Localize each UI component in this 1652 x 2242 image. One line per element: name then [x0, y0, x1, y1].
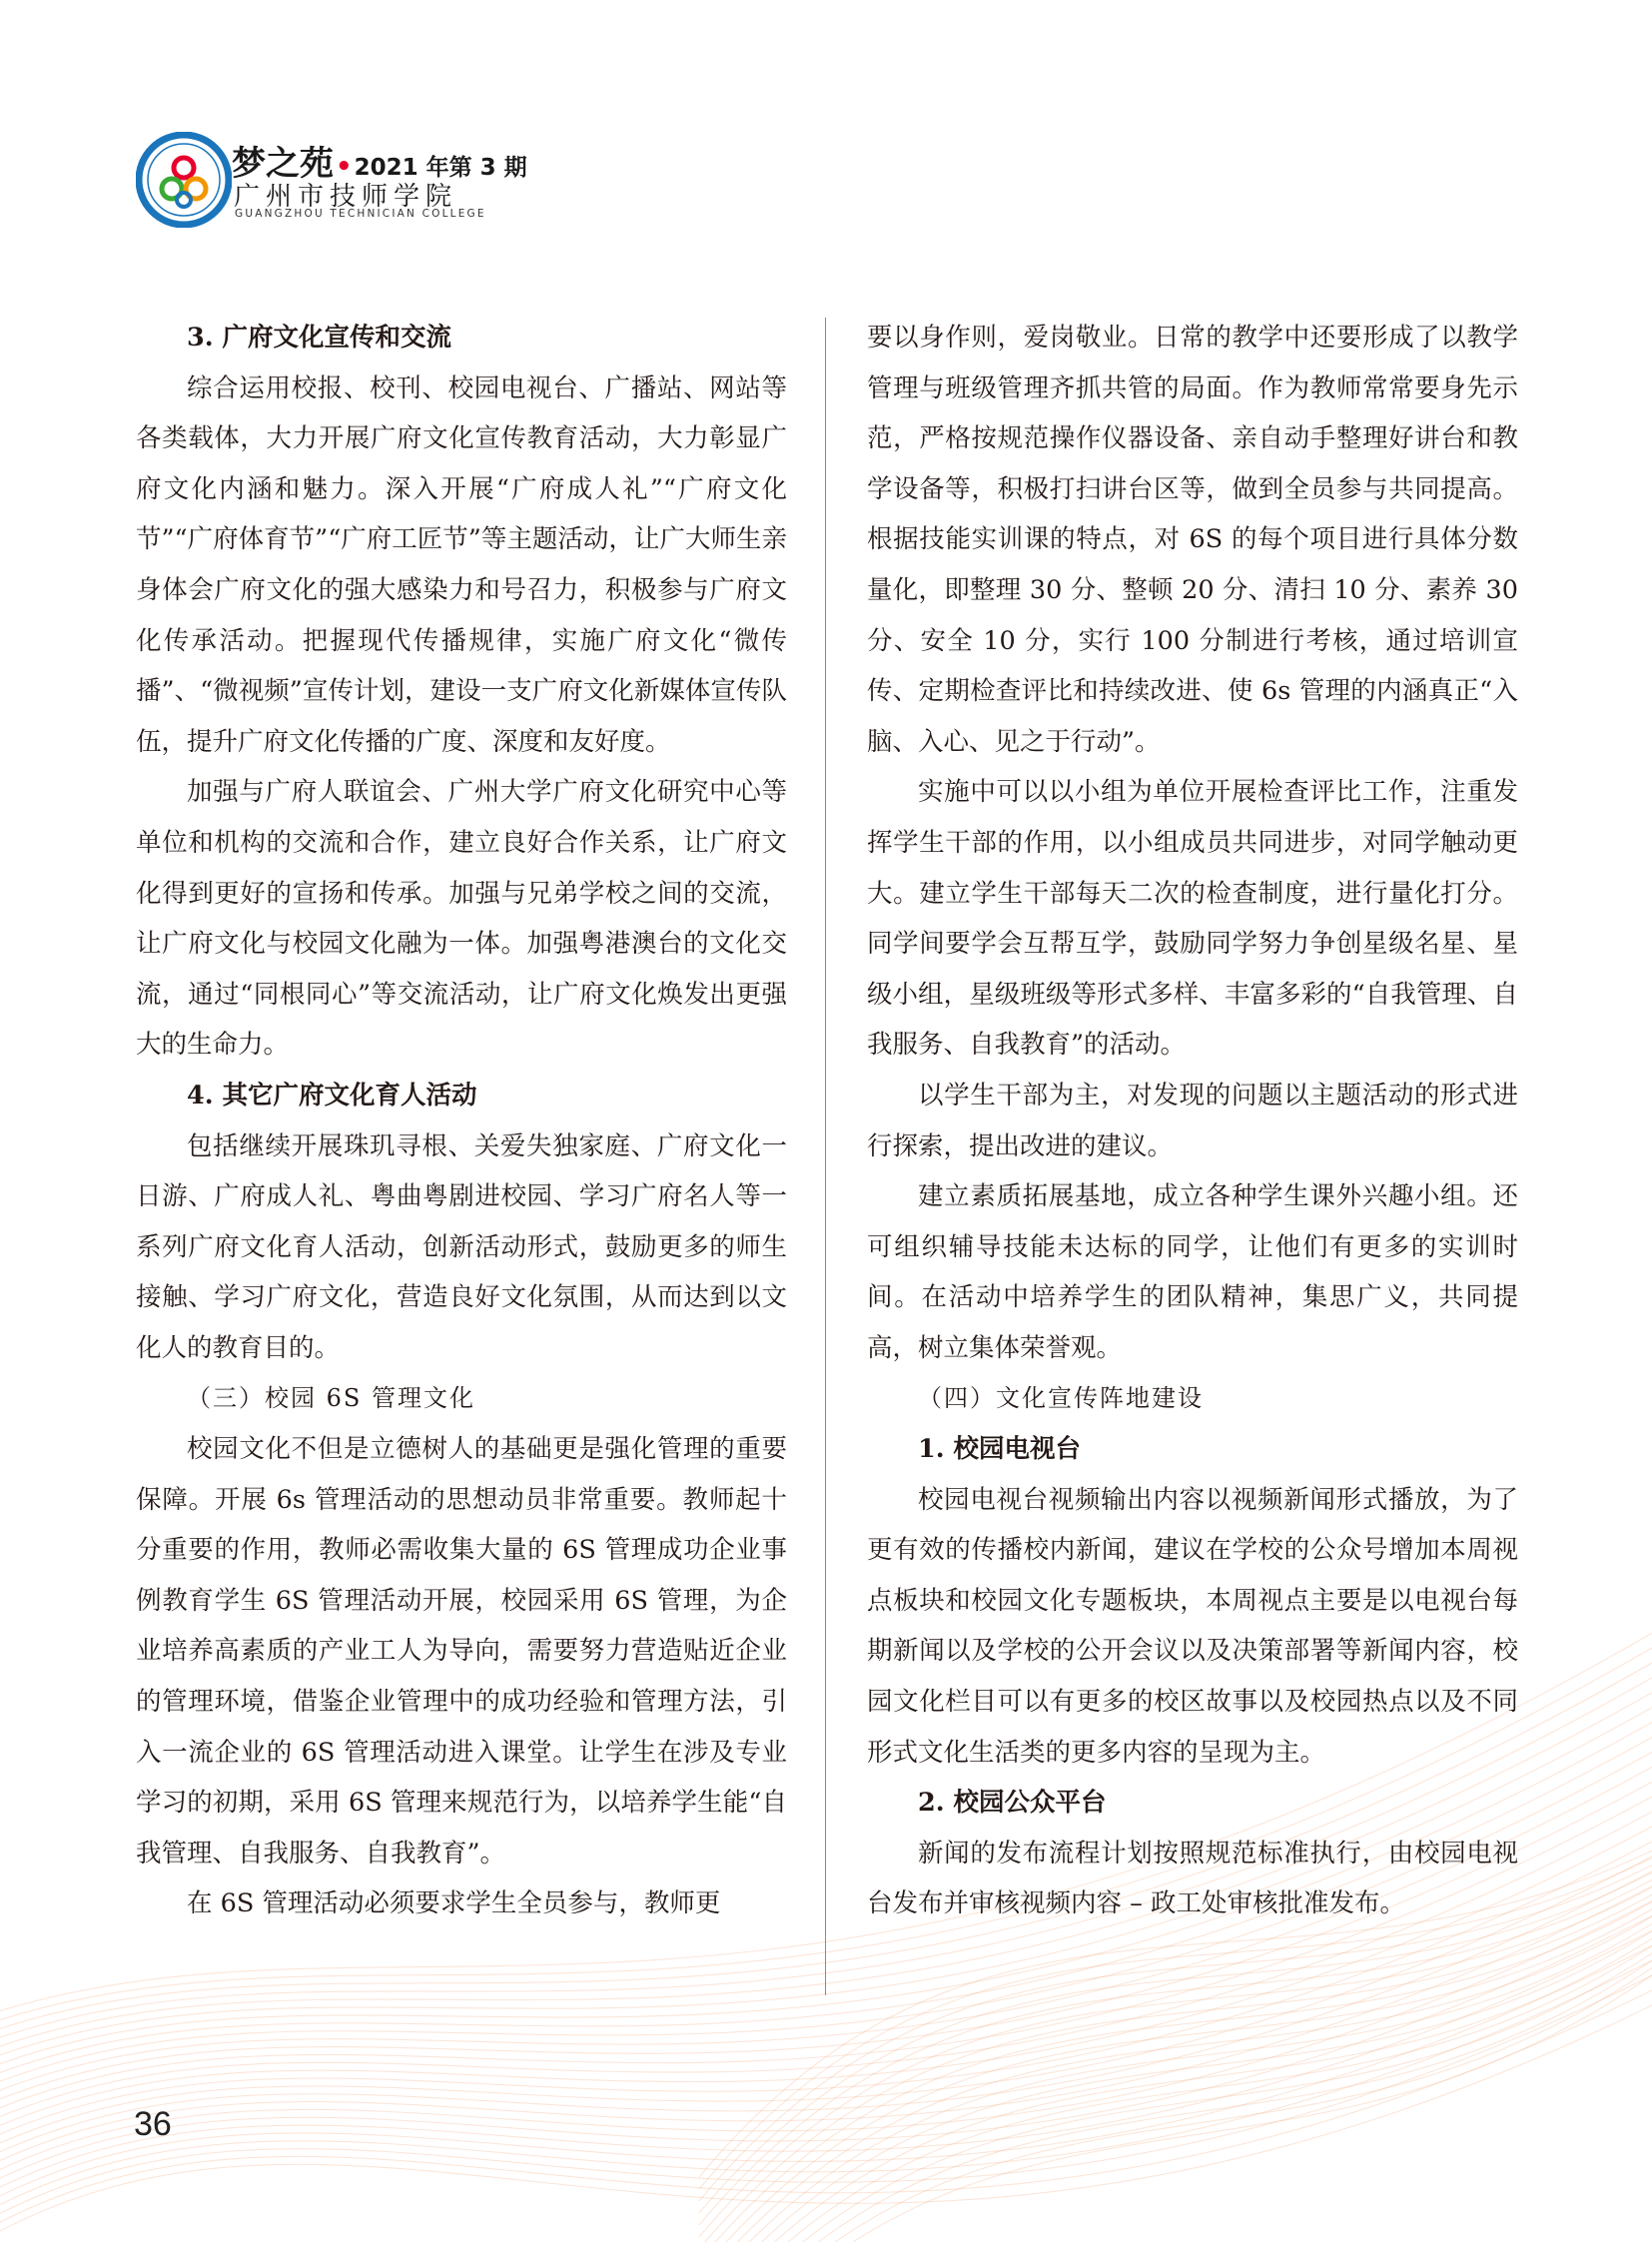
wave-line	[699, 1900, 1652, 2242]
section-subheading: （三）校园 6S 管理文化	[187, 1384, 475, 1413]
section-heading: 4. 其它广府文化育人活动	[187, 1080, 477, 1111]
left-column	[136, 313, 787, 1929]
paragraph: 在 6S 管理活动必须要求学生全员参与，教师更	[187, 1888, 721, 1919]
paragraph: 建立素质拓展基地，成立各种学生课外兴趣小组。还可组织辅导技能未达标的同学，让他们有更多的实训时间。在活动中培养学生的团队精神，集思广义，共同提高，树立集体荣誉观。	[867, 1181, 1518, 1363]
section-heading: 3. 广府文化宣传和交流	[187, 323, 451, 353]
issue-number: 2021 年第 3 期	[354, 155, 527, 181]
paragraph: 以学生干部为主，对发现的问题以主题活动的形式进行探索，提出改进的建议。	[867, 1080, 1518, 1161]
section-subheading: （四）文化宣传阵地建设	[918, 1384, 1204, 1413]
paragraph: 新闻的发布流程计划按照规范标准执行，由校园电视台发布并审核视频内容 – 政工处审核批准发布。	[867, 1838, 1518, 1919]
section-heading: 1. 校园电视台	[918, 1434, 1081, 1465]
title-dot: •	[336, 152, 353, 182]
paragraph: 加强与广府人联谊会、广州大学广府文化研究中心等单位和机构的交流和合作，建立良好合作关系，让广府文化得到更好的宣扬和传承。加强与兄弟学校之间的交流，让广府文化与校园文化融为一体。加强粤港澳台的文化交流，通过“同根同心”等交流活动，让广府文化焕发出更强大的生命力。	[136, 777, 787, 1061]
right-column	[867, 313, 1518, 1929]
magazine-header	[136, 128, 695, 228]
wave-line	[699, 1956, 1652, 2242]
paragraph: 校园电视台视频输出内容以视频新闻形式播放，为了更有效的传播校内新闻，建议在学校的公众号增加本周视点板块和校园文化专题板块，本周视点主要是以电视台每期新闻以及学校的公开会议以及决策部署等新闻内容，校园文化栏目可以有更多的校区故事以及校园热点以及不同形式文化生活类的更多内容的呈现为主。	[867, 1484, 1518, 1768]
college-logo-icon	[136, 132, 232, 228]
wave-line	[699, 1879, 1652, 2242]
paragraph: 综合运用校报、校刊、校园电视台、广播站、网站等各类载体，大力开展广府文化宣传教育活动，大力彰显广府文化内涵和魅力。深入开展“广府成人礼”“广府文化节”“广府体育节”“广府工匠节”等主题活动，让广大师生亲身体会广府文化的强大感染力和号召力，积极参与广府文化传承活动。把握现代传播规律，实施广府文化“微传播”、“微视频”宣传计划，建设一支广府文化新媒体宣传队伍，提升广府文化传播的广度、深度和友好度。	[136, 373, 787, 757]
paragraph: 包括继续开展珠玑寻根、关爱失独家庭、广府文化一日游、广府成人礼、粤曲粤剧进校园、学习广府名人等一系列广府文化育人活动，创新活动形式，鼓励更多的师生接触、学习广府文化，营造良好文化氛围，从而达到以文化人的教育目的。	[136, 1130, 787, 1363]
magazine-name: 梦之苑	[232, 144, 334, 184]
column-divider	[825, 318, 826, 1995]
paragraph: 校园文化不但是立德树人的基础更是强化管理的重要保障。开展 6s 管理活动的思想动员非常重要。教师起十分重要的作用，教师必需收集大量的 6S 管理成功企业事例教育学生 6S 管理活动开展，校园采用 6S 管理，为企业培养高素质的产业工人为导向，需要努力营造贴近企业的管理环境，借鉴企业管理中的成功经验和管理方法，引入一流企业的 6S 管理活动进入课堂。让学生在涉及专业学习的初期，采用 6S 管理来规范行为，以培养学生能“自我管理、自我服务、自我教育”。	[136, 1434, 787, 1868]
paragraph: 实施中可以以小组为单位开展检查评比工作，注重发挥学生干部的作用，以小组成员共同进步，对同学触动更大。建立学生干部每天二次的检查制度，进行量化打分。同学间要学会互帮互学，鼓励同学努力争创星级名星、星级小组，星级班级等形式多样、丰富多彩的“自我管理、自我服务、自我教育”的活动。	[867, 777, 1518, 1061]
section-heading: 2. 校园公众平台	[918, 1788, 1107, 1819]
paragraph-continued: 要以身作则，爱岗敬业。日常的教学中还要形成了以教学管理与班级管理齐抓共管的局面。作为教师常常要身先示范，严格按规范操作仪器设备、亲自动手整理好讲台和教学设备等，积极打扫讲台区等，做到全员参与共同提高。根据技能实训课的特点，对 6S 的每个项目进行具体分数量化，即整理 30 分、整顿 20 分、清扫 10 分、素养 30 分、安全 10 分，实行 100 分制进行考核，通过培训宣传、定期检查评比和持续改进、使 6s 管理的内涵真正“入脑、入心、见之于行动”。	[867, 323, 1518, 757]
wave-line	[0, 1902, 1652, 2188]
college-name-cn: 广州市技师学院	[234, 182, 458, 212]
page-number: 36	[134, 2105, 172, 2143]
wave-line	[699, 1928, 1652, 2242]
college-name-en: GUANGZHOU TECHNICIAN COLLEGE	[235, 208, 486, 220]
